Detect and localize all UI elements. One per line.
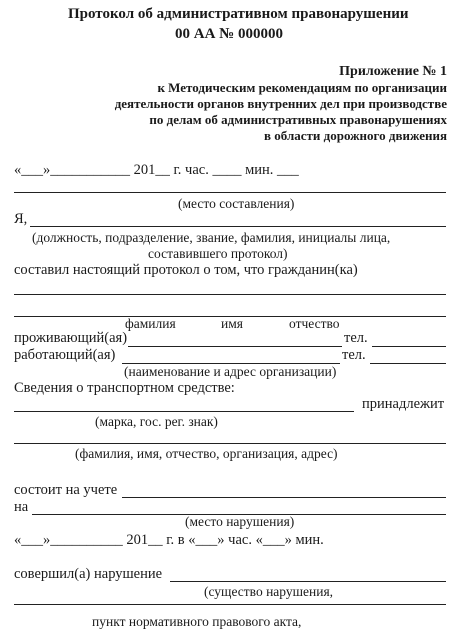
appendix-line-2: деятельности органов внутренних дел при производстве xyxy=(114,96,447,111)
place-hint: (место составления) xyxy=(178,196,295,211)
tel-label-2: тел. xyxy=(342,347,366,363)
i-label: Я, xyxy=(14,211,28,227)
officer-rule xyxy=(30,226,446,227)
tel-rule-2 xyxy=(370,363,446,364)
officer-hint-1: (должность, подразделение, звание, фамилия, инициалы лица, xyxy=(32,230,391,245)
protocol-title: Протокол об административном правонарушении xyxy=(68,6,409,22)
appendix-line-3: по делам об административных правонарушениях xyxy=(149,112,447,127)
essence-rule xyxy=(14,604,446,605)
essence-hint: (существо нарушения, xyxy=(204,584,334,599)
owner-hint: (фамилия, имя, отчество, организация, адрес) xyxy=(75,446,338,461)
name-hint: имя xyxy=(221,316,243,331)
tel-rule-1 xyxy=(372,346,446,347)
violation-date-line: «___»__________ 201__ г. в «___» час. «___» мин. xyxy=(14,532,324,548)
officer-hint-2: составившего протокол) xyxy=(148,246,288,261)
compiled-text: составил настоящий протокол о том, что гражданин(ка) xyxy=(14,262,358,278)
violation-place-hint: (место нарушения) xyxy=(185,514,295,529)
on-label: на xyxy=(14,499,29,515)
owner-rule xyxy=(14,443,446,444)
appendix-line-1: к Методическим рекомендациям по организации xyxy=(157,80,447,95)
committed-rule xyxy=(170,581,446,582)
place-rule xyxy=(14,192,446,193)
surname-hint: фамилия xyxy=(125,316,176,331)
committed-label: совершил(а) нарушение xyxy=(14,566,163,582)
appendix-line-4: в области дорожного движения xyxy=(264,128,447,143)
org-hint: (наименование и адрес организации) xyxy=(124,364,337,379)
working-label: работающий(ая) xyxy=(14,347,116,363)
vehicle-label: Сведения о транспортном средстве: xyxy=(14,380,235,396)
registered-label: состоит на учете xyxy=(14,482,118,498)
registered-rule xyxy=(122,497,446,498)
residing-label: проживающий(ая) xyxy=(14,330,128,346)
vehicle-rule xyxy=(14,411,354,412)
compile-date-line: «___»___________ 201__ г. час. ____ мин. ___ xyxy=(14,162,299,178)
residing-rule xyxy=(128,346,342,347)
patronymic-hint: отчество xyxy=(289,316,340,331)
protocol-number: 00 АА № 000000 xyxy=(175,26,283,42)
tel-label-1: тел. xyxy=(344,330,368,346)
plate-hint: (марка, гос. рег. знак) xyxy=(95,414,218,429)
citizen-rule-1 xyxy=(14,294,446,295)
belongs-label: принадлежит xyxy=(362,396,445,412)
norm-hint: пункт нормативного правового акта, xyxy=(92,614,302,629)
appendix-heading: Приложение № 1 xyxy=(339,64,447,79)
